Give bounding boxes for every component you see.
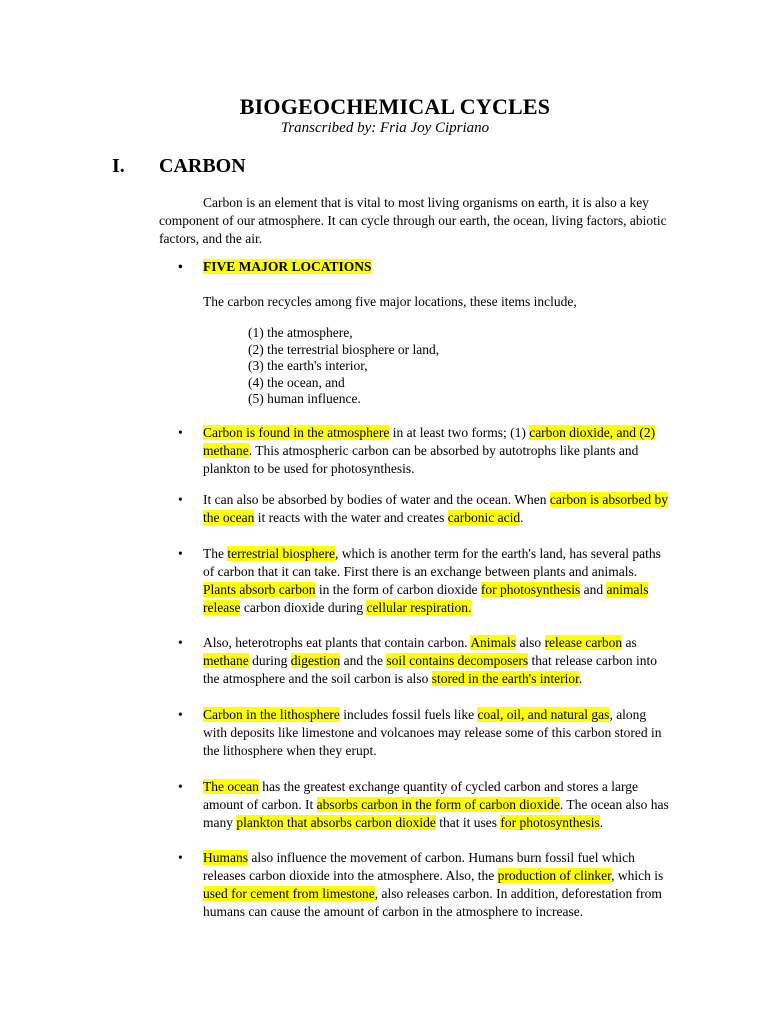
five-locations-heading: [178, 259, 372, 275]
highlighted-text: for photosynthesis: [480, 582, 581, 597]
bullet-icon: •: [178, 546, 183, 561]
bullet-icon: •: [178, 425, 183, 440]
body-text: that release carbon into the atmosphere and the soil carbon is also: [203, 653, 658, 686]
bullet-icon: •: [178, 779, 183, 794]
body-text: that it uses: [435, 815, 501, 830]
body-text: . The ocean also has many: [203, 797, 669, 830]
highlighted-text: digestion: [290, 653, 341, 668]
bullet-text: [203, 849, 673, 921]
highlighted-text: coal, oil, and natural gas: [477, 707, 610, 722]
locations-intro: The carbon recycles among five major locations, these items include,: [203, 294, 577, 309]
highlighted-text: plankton that absorbs carbon dioxide: [236, 815, 436, 830]
bullet-text: [203, 491, 673, 527]
bullet-icon: •: [178, 492, 183, 507]
location-item: (5) human influence.: [248, 391, 361, 406]
body-text: during: [248, 653, 291, 668]
highlighted-text: absorbs carbon in the form of carbon dioxide: [316, 797, 560, 812]
highlighted-text: methane: [203, 653, 249, 668]
highlighted-text: carbon is absorbed by the ocean: [203, 492, 668, 525]
bullet-text: [203, 706, 673, 760]
five-locations-label: FIVE MAJOR LOCATIONS: [203, 259, 372, 274]
section-number: I.: [112, 155, 125, 177]
highlighted-text: The ocean: [203, 779, 259, 794]
body-text: , along with deposits like limestone and volcanoes may release some of this carbon stored in the lithosphere when they erupt.: [203, 707, 662, 758]
body-text: . This atmospheric carbon can be absorbed by autotrophs like plants and plankton to be used for photosynthesis.: [203, 443, 639, 476]
body-text: .: [599, 815, 604, 830]
body-text: also: [516, 635, 545, 650]
bullet-text: [203, 545, 673, 617]
bullet-icon: •: [178, 259, 183, 274]
body-text: .: [578, 671, 583, 686]
intro-paragraph: Carbon is an element that is vital to most living organisms on earth, it is also a key component of our atmosphere. It can cycle through our earth, the ocean, living factors, abiotic factors, and the air.: [159, 195, 667, 246]
highlighted-text: carbonic acid: [447, 510, 521, 525]
body-text: The: [203, 546, 228, 561]
bullet-text: [203, 634, 673, 688]
body-text: in the form of carbon dioxide: [315, 582, 481, 597]
bullet-text: [203, 424, 673, 478]
body-text: Also, heterotrophs eat plants that contain carbon.: [203, 635, 471, 650]
highlighted-text: Carbon is found in the atmosphere: [203, 425, 390, 440]
body-text: carbon dioxide during: [240, 600, 367, 615]
location-item: (4) the ocean, and: [248, 374, 345, 390]
highlighted-text: soil contains decomposers: [386, 653, 529, 668]
document-title: BIOGEOCHEMICAL CYCLES: [239, 94, 551, 119]
bullet-icon: •: [178, 635, 183, 650]
body-text: in at least two forms; (1): [389, 425, 530, 440]
highlighted-text: Animals: [470, 635, 517, 650]
section-heading: [112, 155, 246, 178]
body-text: includes fossil fuels like: [339, 707, 478, 722]
body-text: and the: [340, 653, 387, 668]
locations-list: [248, 325, 439, 408]
bullet-icon: •: [178, 707, 183, 722]
highlighted-text: for photosynthesis: [500, 815, 600, 830]
location-item: (1) the atmosphere,: [248, 325, 353, 340]
location-item: (2) the terrestrial biosphere or land,: [248, 341, 440, 357]
highlighted-text: Plants absorb carbon: [203, 582, 316, 597]
body-text: , which is: [611, 868, 664, 883]
document-subtitle: Transcribed by: Fria Joy Cipriano: [280, 120, 490, 136]
highlighted-text: stored in the earth's interior: [431, 671, 579, 686]
body-text: , which is another term for the earth's land, has several paths of carbon that it can take. First there is an exchange between plants and animals.: [203, 546, 661, 579]
bullet-icon: •: [178, 850, 183, 865]
highlighted-text: cellular respiration.: [366, 600, 472, 615]
highlighted-text: terrestrial biosphere: [227, 546, 335, 561]
section-title: CARBON: [159, 155, 246, 177]
highlighted-text: animals release: [203, 582, 649, 615]
highlighted-text: release carbon: [544, 635, 623, 650]
body-text: and: [580, 582, 607, 597]
body-text: has the greatest exchange quantity of cycled carbon and stores a large amount of carbon. It: [203, 779, 638, 812]
body-text: It can also be absorbed by bodies of water and the ocean. When: [203, 492, 550, 507]
body-text: , also releases carbon. In addition, deforestation from humans can cause the amount of carbon in the atmosphere to increase.: [203, 886, 662, 919]
body-text: it reacts with the water and creates: [254, 510, 448, 525]
location-item: (3) the earth's interior,: [248, 358, 368, 373]
body-text: also influence the movement of carbon. Humans burn fossil fuel which releases carbon dioxide into the atmosphere. Also, the: [203, 850, 635, 883]
highlighted-text: production of clinker: [497, 868, 612, 883]
highlighted-text: used for cement from limestone: [203, 886, 375, 901]
highlighted-text: Humans: [203, 850, 248, 865]
highlighted-text: Carbon in the lithosphere: [203, 707, 340, 722]
body-text: .: [520, 510, 524, 525]
body-text: as: [622, 635, 637, 650]
bullet-text: [203, 778, 673, 832]
highlighted-text: carbon dioxide, and (2) methane: [203, 425, 656, 458]
